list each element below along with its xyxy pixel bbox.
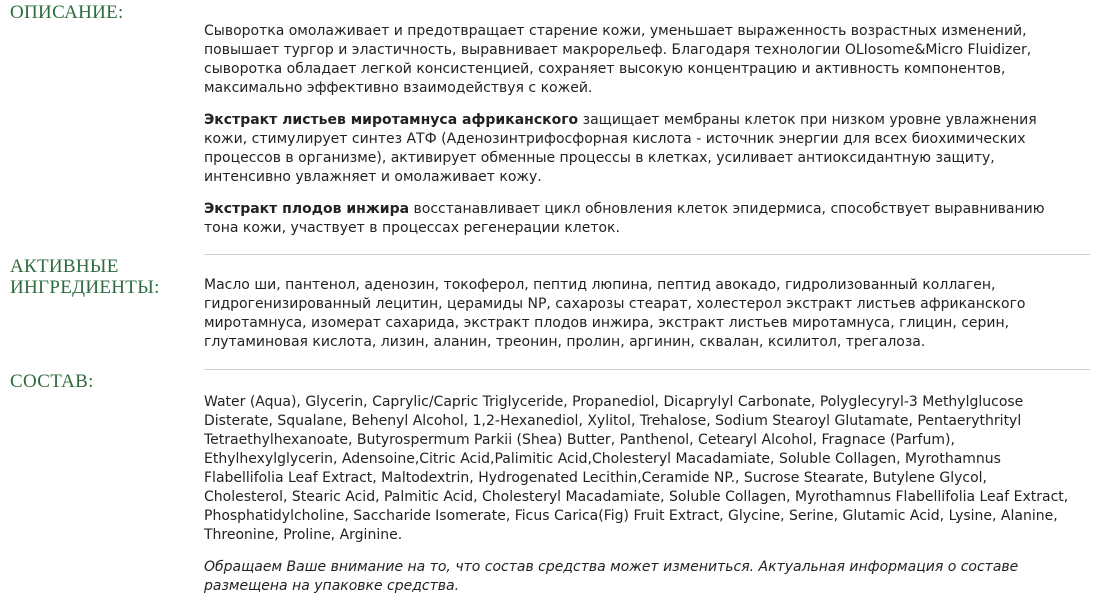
myrothamnus-extract-text: защищает мембраны клеток при низком уровне увлажнения кожи, стимулирует синтез АТФ (Аденозинтрифосфорная кислота - источник энергии для всех биохимических процессов в организме), активирует обменные процессы в клетках, усиливает антиоксидантную защиту, интенсивно увлажняет и омолаживает кожу.	[204, 112, 1037, 185]
myrothamnus-extract-label: Экстракт листьев миротамнуса африканского	[204, 112, 579, 128]
composition-note	[204, 558, 1074, 596]
fig-leaf-extract-paragraph	[204, 111, 1074, 187]
divider	[204, 254, 1090, 255]
composition-note-text: Обращаем Ваше внимание на то, что состав средства может измениться. Актуальная информация о составе размещена на упаковке средства.	[204, 559, 1019, 594]
description-heading: ОПИСАНИЕ:	[10, 2, 124, 23]
composition-heading: СОСТАВ:	[10, 371, 94, 392]
divider	[204, 369, 1090, 370]
fig-extract-text: восстанавливает цикл обновления клеток эпидермиса, способствует выравниванию тона кожи, участвует в процессах регенерации клеток.	[204, 201, 1045, 236]
description-paragraph: Сыворотка омолаживает и предотвращает старение кожи, уменьшает выраженность возрастных изменений, повышает тургор и эластичность, выравнивает макрорельеф. Благодаря технологии OLIosome&Micro Fluidizer, сыворотка обладает легкой консистенцией, сохраняет высокую концентрацию и активность компонентов, максимально эффективно взаимодействуя с кожей.	[204, 23, 1032, 96]
description-content	[204, 22, 1074, 238]
composition-content	[204, 393, 1074, 596]
composition-text: Water (Aqua), Glycerin, Caprylic/Capric Triglyceride, Propanediol, Dicaprylyl Carbonate, Polyglecyryl-3 Methylglucose Disterate, Squalane, Behenyl Alcohol, 1,2-Hexanediol, Xylitol, Trehalose, Sodium Stearoyl Glutamate, Pentaerythrityl Tetraethylhexanoate, Butyrospermum Parkii (Shea) Butter, Panthenol, Cetearyl Alcohol, Fragnace (Parfum), Ethylhexylglycerin, Adensoine,Citric Acid,Palimitic Acid,Cholesteryl Macadamiate, Soluble Collagen, Myrothamnus Flabellifolia Leaf Extract, Maltodextrin, Hydrogenated Lecithin,Ceramide NP., Sucrose Stearate, Butylene Glycol, Cholesterol, Stearic Acid, Palmitic Acid, Cholesteryl Macadamiate, Soluble Collagen, Myrothamnus Flabellifolia Leaf Extract, Phosphatidylcholine, Saccharide Isomerate, Ficus Carica(Fig) Fruit Extract, Glycine, Serine, Glutamic Acid, Lysine, Alanine, Threonine, Proline, Arginine.	[204, 394, 1069, 543]
fig-extract-label: Экстракт плодов инжира	[204, 201, 410, 217]
fig-extract-paragraph	[204, 200, 1074, 238]
active-ingredients-heading: АКТИВНЫЕ ИНГРЕДИЕНТЫ:	[10, 256, 160, 298]
active-ingredients-text: Масло ши, пантенол, аденозин, токоферол, пептид люпина, пептид авокадо, гидролизованный коллаген, гидрогенизированный лецитин, церамиды NP, сахарозы стеарат, холестерол экстракт листьев африканского миротамнуса, изомерат сахарида, экстракт плодов инжира, экстракт листьев миротамнуса, глицин, серин, глутаминовая кислота, лизин, аланин, треонин, пролин, аргинин, сквалан, ксилитол, трегалоза.	[204, 277, 1026, 350]
